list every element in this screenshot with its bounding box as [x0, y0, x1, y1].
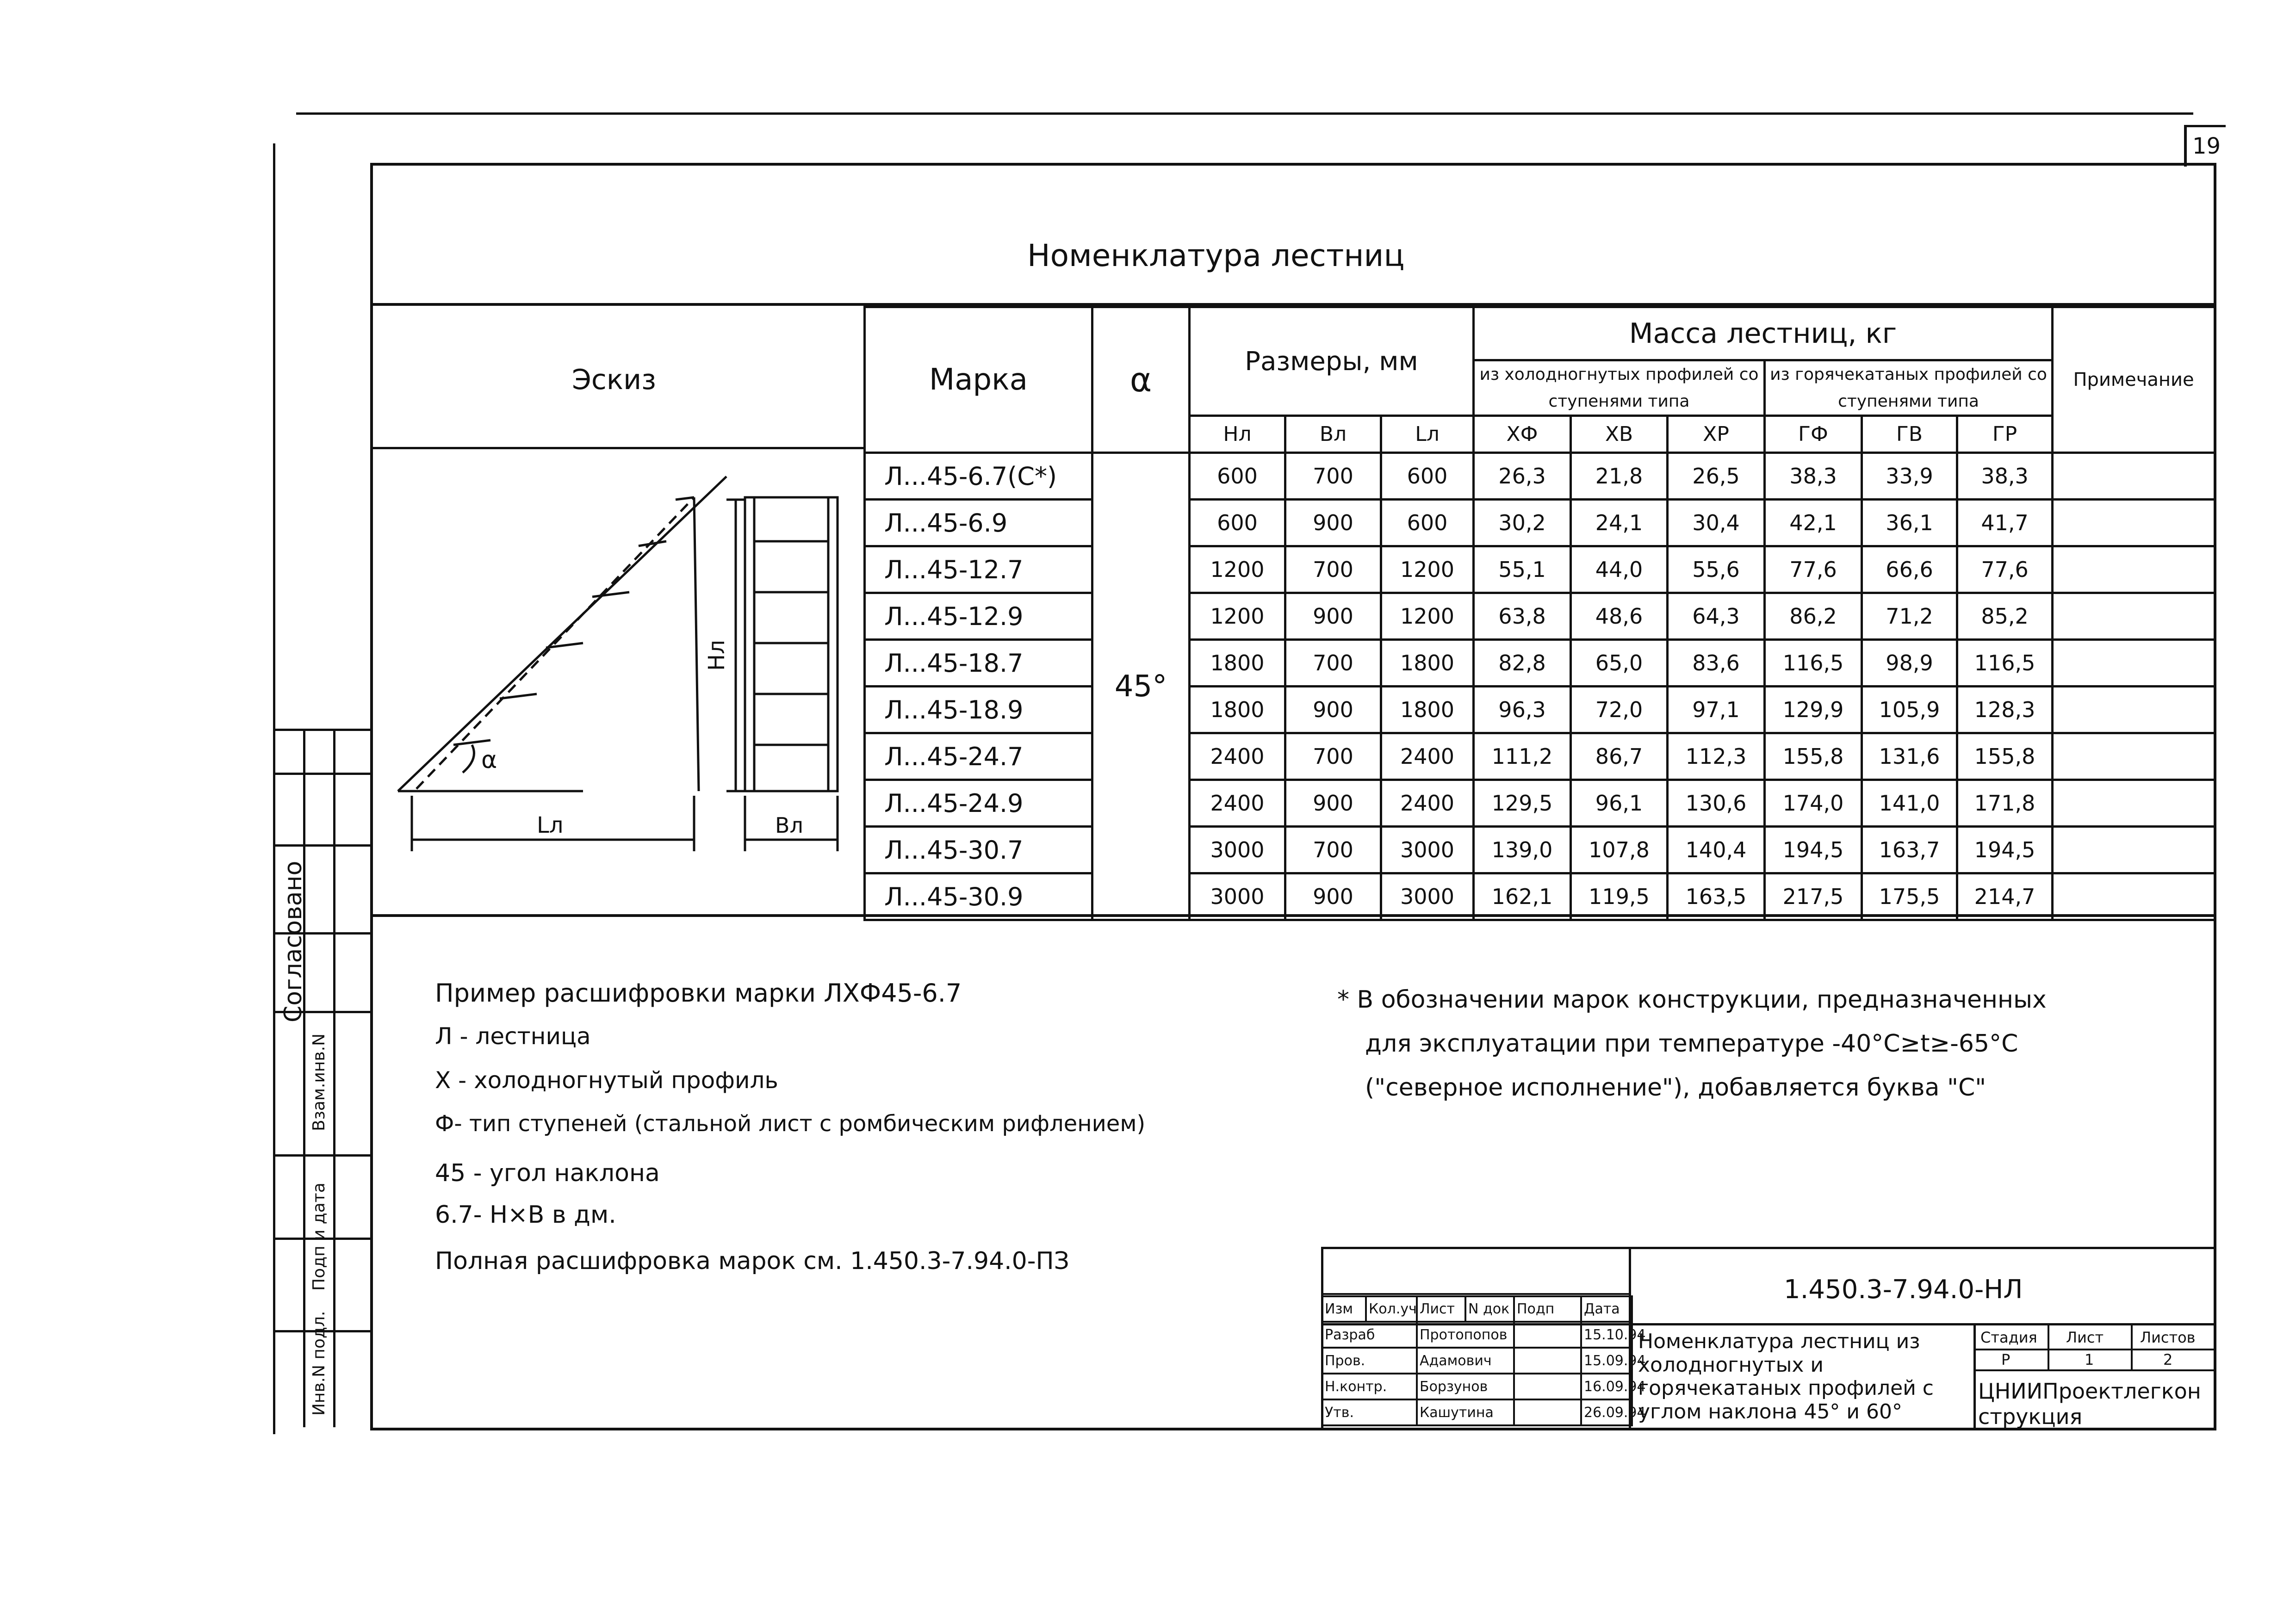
- header-mass: Масса лестниц, кг: [1474, 307, 2053, 360]
- cell-gv: 66,6: [1862, 546, 1957, 593]
- sketch-label-l: Lл: [537, 812, 564, 838]
- cell-h: 3000: [1190, 827, 1285, 873]
- sig-signature: [1514, 1322, 1581, 1348]
- cell-l: 1200: [1381, 546, 1474, 593]
- cell-xv: 24,1: [1571, 500, 1668, 546]
- cell-b: 900: [1285, 687, 1381, 733]
- signature-row: [1322, 1348, 1632, 1374]
- stringer-outer: [398, 477, 726, 791]
- sig-name: Борзунов: [1417, 1374, 1514, 1399]
- cell-xr: 140,4: [1668, 827, 1765, 873]
- table-row: [865, 453, 2215, 500]
- cell-xr: 130,6: [1668, 780, 1765, 827]
- cell-gr: 77,6: [1957, 546, 2053, 593]
- cell-b: 700: [1285, 546, 1381, 593]
- table-row: [865, 687, 2215, 733]
- cell-gv: 175,5: [1862, 873, 1957, 920]
- cell-b: 700: [1285, 827, 1381, 873]
- frame-top: [370, 163, 2216, 166]
- example-line-3: Х - холодногнутый профиль: [435, 1067, 778, 1094]
- nomenclature-table: [863, 306, 2216, 921]
- stage-label: Стадия: [1980, 1329, 2037, 1346]
- footnote-line-1: * В обозначении марок конструкции, предназначенных: [1337, 986, 2047, 1014]
- cell-gf: 155,8: [1765, 733, 1862, 780]
- ladder-sketch: [379, 453, 861, 911]
- cell-note: [2053, 453, 2215, 500]
- cell-h: 2400: [1190, 733, 1285, 780]
- sig-date: 15.10.94: [1581, 1322, 1632, 1348]
- cell-gr: 116,5: [1957, 640, 2053, 687]
- cell-mark: Л...45-12.9: [865, 593, 1092, 640]
- header-xf: ХФ: [1474, 416, 1571, 453]
- cell-gr: 38,3: [1957, 453, 2053, 500]
- cell-mark: Л...45-18.9: [865, 687, 1092, 733]
- cell-gv: 141,0: [1862, 780, 1957, 827]
- example-line-5: 45 - угол наклона: [435, 1159, 660, 1187]
- cell-xv: 48,6: [1571, 593, 1668, 640]
- sketch-divider: [863, 306, 866, 916]
- cell-l: 1200: [1381, 593, 1474, 640]
- cell-mark: Л...45-18.7: [865, 640, 1092, 687]
- cell-mark: Л...45-12.7: [865, 546, 1092, 593]
- table-row: [865, 873, 2215, 920]
- signature-row: [1322, 1322, 1632, 1348]
- signature-row: [1322, 1374, 1632, 1399]
- cell-note: [2053, 640, 2215, 687]
- cell-xf: 139,0: [1474, 827, 1571, 873]
- cell-xv: 96,1: [1571, 780, 1668, 827]
- cell-gv: 163,7: [1862, 827, 1957, 873]
- cell-gr: 41,7: [1957, 500, 2053, 546]
- table-row: [865, 546, 2215, 593]
- sheet-number: 19: [2192, 133, 2221, 159]
- cell-xr: 64,3: [1668, 593, 1765, 640]
- sheet-number-box-left: [2184, 125, 2187, 167]
- header-h: Нл: [1190, 416, 1285, 453]
- cell-xf: 63,8: [1474, 593, 1571, 640]
- sig-signature: [1514, 1374, 1581, 1399]
- cell-note: [2053, 873, 2215, 920]
- sheets-label: Листов: [2140, 1329, 2196, 1346]
- cell-xf: 129,5: [1474, 780, 1571, 827]
- sig-date: 16.09.94: [1581, 1374, 1632, 1399]
- cell-mark: Л...45-24.9: [865, 780, 1092, 827]
- cell-b: 900: [1285, 593, 1381, 640]
- sig-role: Утв.: [1322, 1399, 1417, 1425]
- cell-l: 2400: [1381, 780, 1474, 827]
- header-b: Вл: [1285, 416, 1381, 453]
- cell-note: [2053, 780, 2215, 827]
- header-note: Примечание: [2053, 307, 2215, 453]
- height-line: [694, 497, 699, 791]
- table-row: [865, 780, 2215, 827]
- cell-xf: 30,2: [1474, 500, 1571, 546]
- cell-gf: 194,5: [1765, 827, 1862, 873]
- cell-note: [2053, 500, 2215, 546]
- cell-l: 2400: [1381, 733, 1474, 780]
- cell-xf: 26,3: [1474, 453, 1571, 500]
- col-izm: Изм: [1322, 1296, 1366, 1322]
- sketch-label-alpha: α: [481, 746, 497, 774]
- cell-xv: 44,0: [1571, 546, 1668, 593]
- cell-mark: Л...45-30.7: [865, 827, 1092, 873]
- example-line-7: Полная расшифровка марок см. 1.450.3-7.94.0-ПЗ: [435, 1247, 1069, 1275]
- cell-l: 3000: [1381, 873, 1474, 920]
- cell-l: 600: [1381, 500, 1474, 546]
- sig-role: Разраб: [1322, 1322, 1417, 1348]
- cell-gf: 129,9: [1765, 687, 1862, 733]
- cell-gv: 98,9: [1862, 640, 1957, 687]
- cell-xf: 96,3: [1474, 687, 1571, 733]
- cell-xr: 26,5: [1668, 453, 1765, 500]
- signature-row: [1322, 1399, 1632, 1425]
- cell-gv: 36,1: [1862, 500, 1957, 546]
- cell-xv: 72,0: [1571, 687, 1668, 733]
- cell-gf: 116,5: [1765, 640, 1862, 687]
- footnote-line-3: ("северное исполнение"), добавляется буква "С": [1365, 1074, 1986, 1102]
- cell-b: 900: [1285, 780, 1381, 827]
- title-block-right: [1631, 1325, 2214, 1428]
- sheet-value: 1: [2085, 1351, 2094, 1368]
- cell-xr: 163,5: [1668, 873, 1765, 920]
- cell-xr: 97,1: [1668, 687, 1765, 733]
- cell-xr: 30,4: [1668, 500, 1765, 546]
- stage-value: Р: [2001, 1351, 2011, 1368]
- inv-orig-label: Инв.N подл.: [310, 1311, 329, 1416]
- cell-note: [2053, 593, 2215, 640]
- cell-alpha: 45°: [1092, 453, 1190, 920]
- cell-h: 1200: [1190, 546, 1285, 593]
- cell-h: 3000: [1190, 873, 1285, 920]
- sig-role: Н.контр.: [1322, 1374, 1417, 1399]
- cell-gv: 105,9: [1862, 687, 1957, 733]
- sketch-label-h: Нл: [704, 640, 730, 671]
- cell-h: 600: [1190, 453, 1285, 500]
- sketch-header-cell: [373, 306, 863, 449]
- cell-b: 700: [1285, 733, 1381, 780]
- cell-xv: 65,0: [1571, 640, 1668, 687]
- cell-note: [2053, 733, 2215, 780]
- col-list: Лист: [1417, 1296, 1465, 1322]
- top-border-line: [296, 112, 2193, 115]
- header-xr: ХР: [1668, 416, 1765, 453]
- cell-b: 900: [1285, 873, 1381, 920]
- cell-gf: 174,0: [1765, 780, 1862, 827]
- header-gf: ГФ: [1765, 416, 1862, 453]
- col-podp: Подп: [1514, 1296, 1581, 1322]
- cell-note: [2053, 687, 2215, 733]
- sig-name: Адамович: [1417, 1348, 1514, 1374]
- cell-gf: 77,6: [1765, 546, 1862, 593]
- sheet-number-box-top: [2184, 125, 2226, 127]
- cell-mark: Л...45-6.7(С*): [865, 453, 1092, 500]
- sig-name: Кашутина: [1417, 1399, 1514, 1425]
- cell-gf: 86,2: [1765, 593, 1862, 640]
- example-line-2: Л - лестница: [435, 1023, 591, 1050]
- agreed-label: Согласовано: [279, 861, 307, 1022]
- cell-gf: 38,3: [1765, 453, 1862, 500]
- cell-xv: 107,8: [1571, 827, 1668, 873]
- cell-xv: 119,5: [1571, 873, 1668, 920]
- inv-replace-label: Взам.инв.N: [310, 1033, 329, 1131]
- cell-l: 1800: [1381, 687, 1474, 733]
- table-body: [865, 453, 2215, 920]
- sig-role: Пров.: [1322, 1348, 1417, 1374]
- cell-l: 1800: [1381, 640, 1474, 687]
- cell-xv: 86,7: [1571, 733, 1668, 780]
- organization: ЦНИИПроектлегконструкция: [1978, 1379, 2201, 1430]
- cell-gr: 128,3: [1957, 687, 2053, 733]
- page-title: Номенклатура лестниц: [1027, 238, 1405, 273]
- cell-xr: 83,6: [1668, 640, 1765, 687]
- sig-date: 26.09.94: [1581, 1399, 1632, 1425]
- cell-xr: 112,3: [1668, 733, 1765, 780]
- table-row: [865, 593, 2215, 640]
- header-alpha: α: [1092, 307, 1190, 453]
- sheet-label: Лист: [2066, 1329, 2104, 1346]
- cell-mark: Л...45-24.7: [865, 733, 1092, 780]
- header-sketch: Эскиз: [572, 364, 657, 396]
- table-row: [865, 827, 2215, 873]
- cell-mark: Л...45-30.9: [865, 873, 1092, 920]
- col-date: Дата: [1581, 1296, 1632, 1322]
- cell-gv: 71,2: [1862, 593, 1957, 640]
- doc-code: 1.450.3-7.94.0-НЛ: [1784, 1275, 2023, 1305]
- cell-gr: 194,5: [1957, 827, 2053, 873]
- signature-rows: [1322, 1322, 1646, 1425]
- cell-h: 1200: [1190, 593, 1285, 640]
- cell-b: 700: [1285, 453, 1381, 500]
- cell-h: 1800: [1190, 640, 1285, 687]
- col-kol: Кол.уч: [1366, 1296, 1417, 1322]
- table-row: [865, 500, 2215, 546]
- example-line-6: 6.7- Н×В в дм.: [435, 1201, 616, 1229]
- header-sizes: Размеры, мм: [1190, 307, 1474, 416]
- cell-note: [2053, 827, 2215, 873]
- example-line-1: Пример расшифровки марки ЛХФ45-6.7: [435, 978, 962, 1008]
- cell-h: 2400: [1190, 780, 1285, 827]
- header-gr: ГР: [1957, 416, 2053, 453]
- cell-xf: 162,1: [1474, 873, 1571, 920]
- header-mark: Марка: [865, 307, 1092, 453]
- cell-xr: 55,6: [1668, 546, 1765, 593]
- cell-b: 700: [1285, 640, 1381, 687]
- header-l: Lл: [1381, 416, 1474, 453]
- cell-note: [2053, 546, 2215, 593]
- cell-h: 1800: [1190, 687, 1285, 733]
- col-ndoc: N док: [1465, 1296, 1514, 1322]
- cell-gv: 131,6: [1862, 733, 1957, 780]
- cell-l: 3000: [1381, 827, 1474, 873]
- table-row: [865, 640, 2215, 687]
- cell-l: 600: [1381, 453, 1474, 500]
- footnote-line-2: для эксплуатации при температуре -40°С≥t≥-65°С: [1365, 1030, 2018, 1058]
- cell-gr: 214,7: [1957, 873, 2053, 920]
- header-xv: ХВ: [1571, 416, 1668, 453]
- cell-xf: 55,1: [1474, 546, 1571, 593]
- cell-xf: 82,8: [1474, 640, 1571, 687]
- sig-signature: [1514, 1348, 1581, 1374]
- cell-b: 900: [1285, 500, 1381, 546]
- cell-h: 600: [1190, 500, 1285, 546]
- sketch-label-b: Вл: [775, 813, 803, 838]
- cell-gr: 85,2: [1957, 593, 2053, 640]
- sign-date-label: Подп и дата: [310, 1182, 329, 1291]
- cell-gr: 171,8: [1957, 780, 2053, 827]
- sheets-value: 2: [2163, 1351, 2173, 1368]
- sig-signature: [1514, 1399, 1581, 1425]
- signature-table: [1321, 1295, 1646, 1426]
- header-hot-group: из горячекатаных профилей со ступенями типа: [1765, 360, 2053, 416]
- sig-name: Протопопов: [1417, 1322, 1514, 1348]
- cell-mark: Л...45-6.9: [865, 500, 1092, 546]
- cell-gr: 155,8: [1957, 733, 2053, 780]
- title-description: Номенклатура лестниц из холодногнутых и горячекатаных профилей с углом наклона 45° и 60°: [1638, 1330, 1934, 1424]
- cell-gf: 42,1: [1765, 500, 1862, 546]
- header-cold-group: из холодногнутых профилей со ступенями типа: [1474, 360, 1765, 416]
- cell-xf: 111,2: [1474, 733, 1571, 780]
- sig-date: 15.09.94: [1581, 1348, 1632, 1374]
- table-row: [865, 733, 2215, 780]
- table-bottom-line: [373, 914, 2214, 917]
- header-gv: ГВ: [1862, 416, 1957, 453]
- cell-xv: 21,8: [1571, 453, 1668, 500]
- cell-gv: 33,9: [1862, 453, 1957, 500]
- frame-bottom: [370, 1428, 2216, 1430]
- cell-gf: 217,5: [1765, 873, 1862, 920]
- example-line-4: Ф- тип ступеней (стальной лист с ромбическим рифлением): [435, 1111, 1146, 1137]
